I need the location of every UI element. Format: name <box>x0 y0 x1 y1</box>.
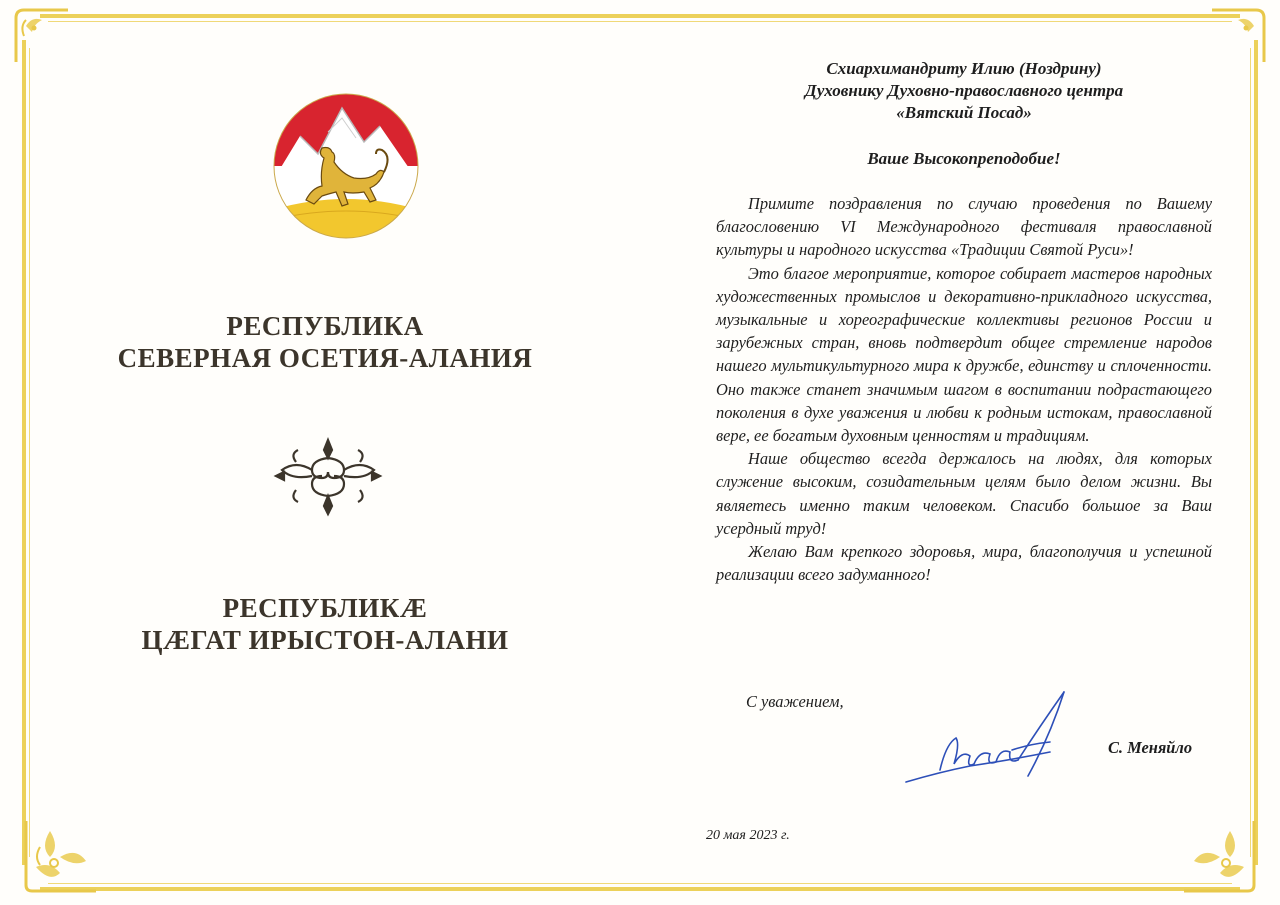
closing: С уважением, <box>746 692 844 711</box>
paragraph: Желаю Вам крепкого здоровья, мира, благополучия и успешной реализации всего задуманного! <box>716 542 1212 585</box>
paragraph: Это благое мероприятие, которое собирает мастеров народных художественных промыслов и декоративно-прикладного искусства, музыкальные и хореографические коллективы регионов России и зарубежных стран, вновь подтвердит общее стремление народов нашего мультикультурного мира к дружбе, единству и сплоченности. Оно также станет значимым шагом в воспитании подрастающего поколения в духе уважения и любви к родным истокам, православной вере, ее богатым духовным ценностям и традициям. <box>716 263 1212 446</box>
title-os-line2: ЦÆГАТ ИРЫСТОН-АЛАНИ <box>141 625 509 655</box>
corner-ornament-icon <box>20 817 100 897</box>
frame-left-border <box>22 40 26 865</box>
paragraph: Примите поздравления по случаю проведения по Вашему благословению VI Международного фестиваля православной культуры и народного искусства «Традиции Святой Руси»! <box>716 194 1212 260</box>
letter-date: 20 мая 2023 г. <box>706 828 790 843</box>
letter-body <box>716 192 1212 586</box>
frame-right-border <box>1254 40 1258 865</box>
corner-ornament-icon <box>12 6 72 66</box>
frame-left-inner-border <box>29 48 30 857</box>
title-russian <box>80 310 570 374</box>
addressee-block <box>716 58 1212 124</box>
frame-right-inner-border <box>1250 48 1251 857</box>
frame-top-inner-border <box>48 21 1232 22</box>
title-os-line1: РЕСПУБЛИКÆ <box>222 593 428 623</box>
signature-icon <box>900 686 1076 794</box>
addressee-line3: «Вятский Посад» <box>896 103 1032 122</box>
signer-name: С. Меняйло <box>1108 738 1193 757</box>
title-ossetian <box>80 592 570 656</box>
title-ru-line2: СЕВЕРНАЯ ОСЕТИЯ-АЛАНИЯ <box>117 343 533 373</box>
addressee-line1: Схиархимандриту Илию (Ноздрину) <box>826 59 1102 78</box>
title-ru-line1: РЕСПУБЛИКА <box>226 311 424 341</box>
greeting: Ваше Высокопреподобие! <box>867 149 1061 168</box>
frame-bottom-inner-border <box>48 883 1232 884</box>
corner-ornament-icon <box>1208 6 1268 66</box>
addressee-line2: Духовнику Духовно-православного центра <box>804 81 1124 100</box>
ornament-divider-icon <box>272 436 384 518</box>
corner-ornament-icon <box>1180 817 1260 897</box>
paragraph: Наше общество всегда держалось на людях, для которых служение высоким, созидательным целям было делом жизни. Вы являетесь именно таким человеком. Спасибо большое за Ваш усердный труд! <box>716 449 1212 538</box>
coat-of-arms-icon <box>272 92 420 240</box>
frame-bottom-border <box>40 887 1240 891</box>
frame-top-border <box>40 14 1240 18</box>
